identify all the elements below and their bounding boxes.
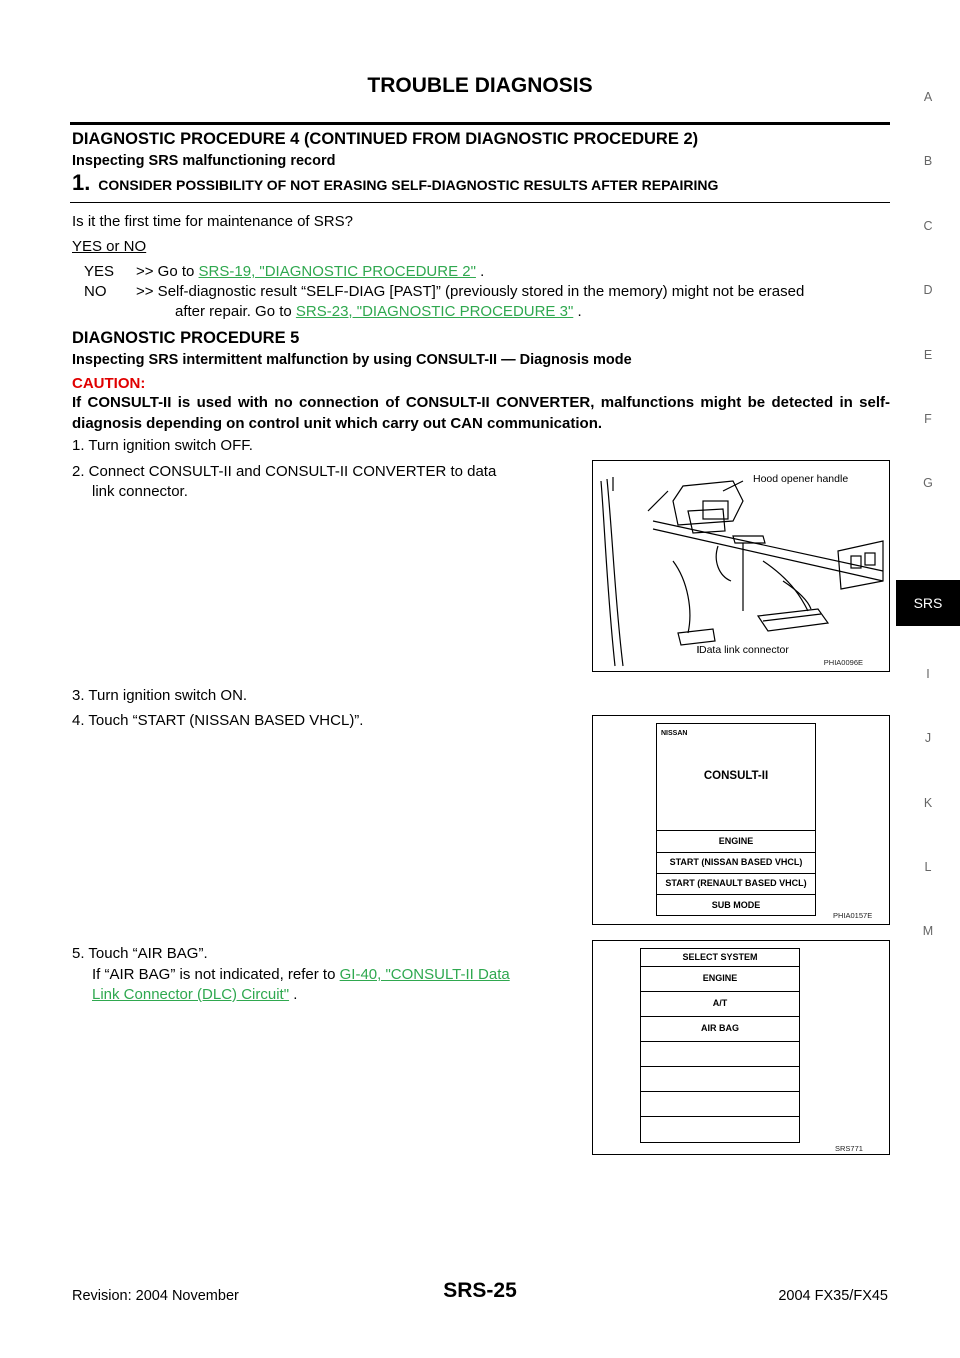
- index-letter-c[interactable]: C: [923, 219, 933, 233]
- menu-item-empty: [641, 1116, 799, 1142]
- step-title-text: CONSIDER POSSIBILITY OF NOT ERASING SELF-DIAGNOSTIC RESULTS AFTER REPAIRING: [98, 177, 719, 193]
- menu-item-empty: [641, 1066, 799, 1091]
- figure-code: PHIA0157E: [833, 911, 873, 920]
- label-hood-opener: Hood opener handle: [753, 473, 849, 485]
- step-number: 1.: [72, 170, 91, 195]
- footer-model: 2004 FX35/FX45: [778, 1288, 888, 1304]
- yes-result: [136, 262, 484, 282]
- figure-code: PHIA0096E: [823, 658, 863, 667]
- menu-item-sub-mode[interactable]: SUB MODE: [657, 894, 815, 915]
- title-divider: [70, 122, 890, 125]
- menu-item-engine[interactable]: ENGINE: [641, 966, 799, 991]
- dashboard-illustration: [593, 461, 889, 671]
- screen-brand: NISSAN: [661, 730, 688, 737]
- consult-start-screen: [656, 723, 816, 916]
- menu-item-at[interactable]: A/T: [641, 991, 799, 1016]
- link-srs-19[interactable]: SRS-19, "DIAGNOSTIC PROCEDURE 2": [198, 263, 476, 280]
- yes-label: YES: [84, 263, 115, 280]
- step-3: 3. Turn ignition switch ON.: [72, 687, 248, 704]
- index-letter-k[interactable]: K: [923, 796, 933, 810]
- index-letter-g[interactable]: G: [923, 476, 933, 490]
- step-divider: [70, 202, 890, 203]
- step-1: 1. Turn ignition switch OFF.: [72, 437, 253, 454]
- procedure-4-subheading: Inspecting SRS malfunctioning record: [72, 153, 336, 169]
- index-letter-d[interactable]: D: [923, 283, 933, 297]
- step-2-line1: 2. Connect CONSULT-II and CONSULT-II CONVERTER to data: [72, 463, 497, 480]
- index-letter-b[interactable]: B: [923, 154, 933, 168]
- figure-code: SRS771: [835, 1144, 863, 1153]
- yes-suffix: .: [480, 263, 485, 280]
- index-letter-m[interactable]: M: [922, 924, 934, 938]
- step-5-note: [92, 965, 510, 985]
- index-letter-e[interactable]: E: [923, 348, 933, 362]
- question-text: Is it the first time for maintenance of SRS?: [72, 213, 353, 230]
- label-data-link-connector: Data link connector: [699, 644, 789, 656]
- menu-item-empty: [641, 1091, 799, 1116]
- footer-revision: Revision: 2004 November: [72, 1288, 239, 1304]
- menu-item-start-nissan[interactable]: START (NISSAN BASED VHCL): [657, 852, 815, 873]
- screen-title: CONSULT-II: [703, 770, 769, 782]
- yes-or-no-label: YES or NO: [72, 238, 147, 255]
- select-system-screen: [640, 948, 800, 1143]
- menu-item-start-renault[interactable]: START (RENAULT BASED VHCL): [657, 873, 815, 894]
- yes-prefix: >> Go to: [136, 263, 195, 280]
- step-5-note-text: If “AIR BAG” is not indicated, refer to: [92, 966, 336, 983]
- step-5-note-line2: [92, 985, 297, 1005]
- step-2-line2: link connector.: [92, 483, 188, 500]
- step-5-suffix: .: [293, 986, 298, 1003]
- screen-header-select-system: SELECT SYSTEM: [682, 952, 758, 962]
- step-1-title: [72, 170, 718, 196]
- no-suffix: .: [577, 303, 582, 320]
- link-gi-40[interactable]: GI-40, "CONSULT-II Data: [339, 966, 510, 983]
- step-4: 4. Touch “START (NISSAN BASED VHCL)”.: [72, 712, 364, 729]
- no-label: NO: [84, 283, 107, 300]
- index-letter-j[interactable]: J: [924, 731, 932, 745]
- step-5: 5. Touch “AIR BAG”.: [72, 945, 208, 962]
- no-result-line2: [175, 302, 582, 322]
- link-srs-23[interactable]: SRS-23, "DIAGNOSTIC PROCEDURE 3": [295, 303, 574, 320]
- index-letter-l[interactable]: L: [924, 860, 932, 874]
- footer-page-number: SRS-25: [443, 1279, 517, 1302]
- procedure-5-heading: DIAGNOSTIC PROCEDURE 5: [72, 329, 300, 347]
- index-tab-srs[interactable]: SRS: [896, 580, 960, 626]
- no-result-line1: >> Self-diagnostic result “SELF-DIAG [PAST]” (previously stored in the memory) might not be erased: [136, 283, 805, 300]
- menu-item-empty: [641, 1041, 799, 1066]
- caution-text: If CONSULT-II is used with no connection of CONSULT-II CONVERTER, malfunctions might be detected in self-diagnosis depending on control unit which carry out CAN communication.: [72, 394, 890, 432]
- caution-label: CAUTION:: [72, 375, 146, 392]
- index-letter-f[interactable]: F: [924, 412, 932, 426]
- procedure-4-heading: DIAGNOSTIC PROCEDURE 4 (CONTINUED FROM DIAGNOSTIC PROCEDURE 2): [72, 130, 699, 148]
- menu-item-engine[interactable]: ENGINE: [657, 830, 815, 852]
- index-letter-i[interactable]: I: [926, 667, 930, 681]
- procedure-5-subheading: Inspecting SRS intermittent malfunction by using CONSULT-II — Diagnosis mode: [72, 352, 632, 368]
- no-text-2: after repair. Go to: [175, 303, 292, 320]
- page-title: TROUBLE DIAGNOSIS: [367, 74, 593, 97]
- figure-dlc-location: [592, 460, 890, 672]
- link-gi-40-cont[interactable]: Link Connector (DLC) Circuit": [92, 986, 290, 1003]
- index-letter-a[interactable]: A: [923, 90, 933, 104]
- menu-item-air-bag[interactable]: AIR BAG: [641, 1016, 799, 1041]
